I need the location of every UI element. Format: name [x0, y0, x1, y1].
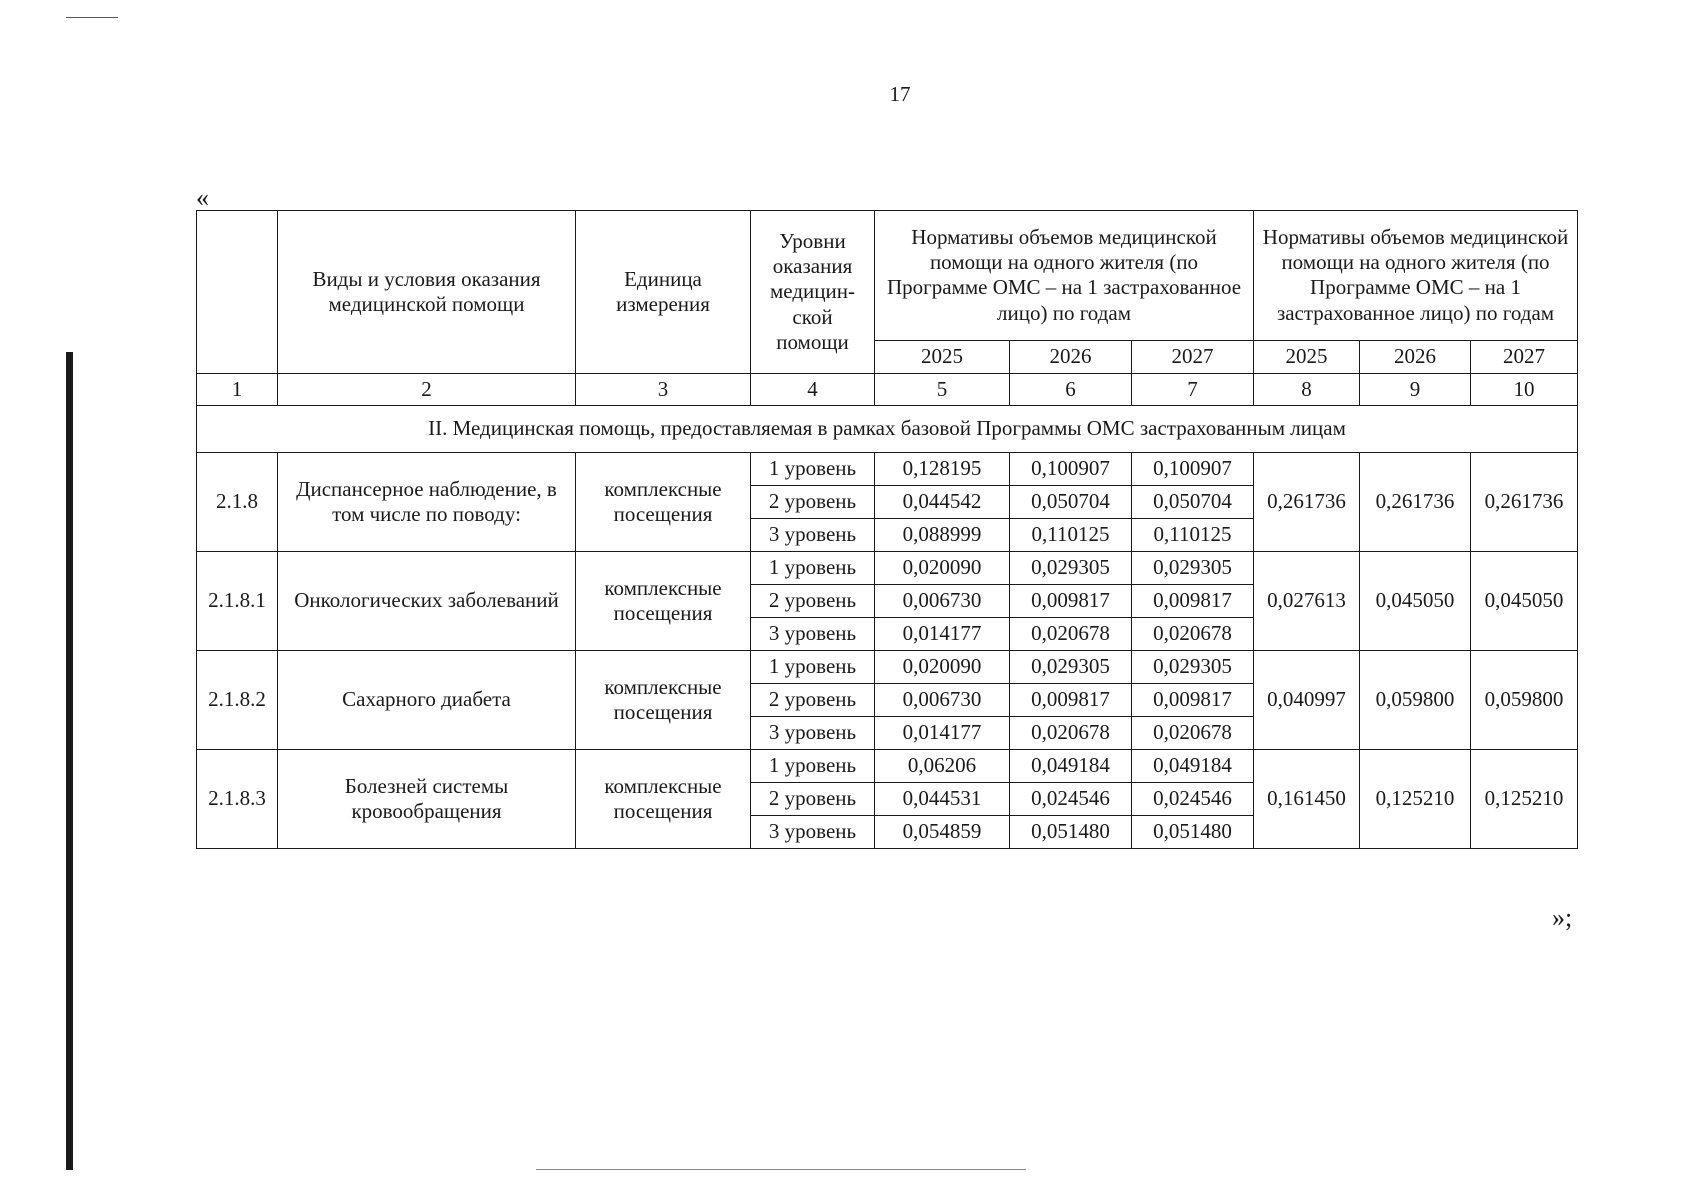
value-2027: 0,051480	[1132, 816, 1254, 849]
year-cell: 2025	[1254, 340, 1360, 373]
total-2025: 0,040997	[1254, 651, 1360, 750]
row-level: 2 уровень	[751, 486, 875, 519]
column-number: 7	[1132, 374, 1254, 406]
year-cell: 2026	[1010, 340, 1132, 373]
row-care-type: Диспансерное наблюдение, в том числе по поводу:	[278, 453, 576, 552]
table-row	[197, 750, 1578, 783]
value-2026: 0,024546	[1010, 783, 1132, 816]
value-2026: 0,029305	[1010, 552, 1132, 585]
value-2026: 0,009817	[1010, 585, 1132, 618]
row-care-type: Онкологических заболеваний	[278, 552, 576, 651]
value-2025: 0,06206	[875, 750, 1010, 783]
year-cell: 2027	[1132, 340, 1254, 373]
value-2026: 0,009817	[1010, 684, 1132, 717]
value-2026: 0,020678	[1010, 618, 1132, 651]
value-2027: 0,024546	[1132, 783, 1254, 816]
value-2027: 0,029305	[1132, 552, 1254, 585]
value-2026: 0,029305	[1010, 651, 1132, 684]
value-2027: 0,020678	[1132, 618, 1254, 651]
header-norms-group-2: Нормативы объемов медицинской помощи на одного жителя (по Программе ОМС – на 1 застрахованное лицо) по годам	[1254, 211, 1578, 341]
header-care-levels: Уровни оказания медицин-ской помощи	[751, 211, 875, 374]
row-level: 1 уровень	[751, 651, 875, 684]
table-row	[197, 651, 1578, 684]
row-level: 1 уровень	[751, 453, 875, 486]
total-2026: 0,125210	[1360, 750, 1471, 849]
row-care-type: Болезней системы кровообращения	[278, 750, 576, 849]
value-2025: 0,006730	[875, 585, 1010, 618]
value-2025: 0,128195	[875, 453, 1010, 486]
total-2027: 0,045050	[1471, 552, 1578, 651]
row-care-type: Сахарного диабета	[278, 651, 576, 750]
table-row	[197, 453, 1578, 486]
total-2026: 0,261736	[1360, 453, 1471, 552]
value-2025: 0,054859	[875, 816, 1010, 849]
header-row	[197, 211, 1578, 341]
value-2025: 0,088999	[875, 519, 1010, 552]
value-2025: 0,020090	[875, 552, 1010, 585]
total-2027: 0,125210	[1471, 750, 1578, 849]
total-2025: 0,161450	[1254, 750, 1360, 849]
column-number: 9	[1360, 374, 1471, 406]
header-unit: Единица измерения	[576, 211, 751, 374]
header-norms-group-1: Нормативы объемов медицинской помощи на одного жителя (по Программе ОМС – на 1 застрахованное лицо) по годам	[875, 211, 1254, 341]
row-unit: комплексные посещения	[576, 750, 751, 849]
section-row	[197, 406, 1578, 453]
value-2025: 0,014177	[875, 618, 1010, 651]
total-2027: 0,261736	[1471, 453, 1578, 552]
value-2026: 0,051480	[1010, 816, 1132, 849]
row-level: 2 уровень	[751, 684, 875, 717]
scan-mark-bottom	[536, 1169, 1026, 1170]
year-cell: 2026	[1360, 340, 1471, 373]
row-level: 1 уровень	[751, 552, 875, 585]
year-cell: 2025	[875, 340, 1010, 373]
table-row	[197, 552, 1578, 585]
header-care-types: Виды и условия оказания медицинской помощи	[278, 211, 576, 374]
page-number: 17	[889, 82, 911, 106]
total-2027: 0,059800	[1471, 651, 1578, 750]
value-2027: 0,110125	[1132, 519, 1254, 552]
value-2026: 0,020678	[1010, 717, 1132, 750]
row-unit: комплексные посещения	[576, 552, 751, 651]
row-level: 3 уровень	[751, 816, 875, 849]
row-level: 3 уровень	[751, 618, 875, 651]
value-2025: 0,020090	[875, 651, 1010, 684]
total-2025: 0,027613	[1254, 552, 1360, 651]
scan-edge-line	[66, 352, 73, 1170]
value-2027: 0,020678	[1132, 717, 1254, 750]
year-cell: 2027	[1471, 340, 1578, 373]
column-number: 3	[576, 374, 751, 406]
row-level: 2 уровень	[751, 783, 875, 816]
column-number: 2	[278, 374, 576, 406]
row-code: 2.1.8.2	[197, 651, 278, 750]
column-numbers-row	[197, 374, 1578, 406]
row-level: 2 уровень	[751, 585, 875, 618]
opening-quote-mark: «	[196, 183, 209, 212]
scan-mark-top	[66, 17, 118, 18]
row-level: 3 уровень	[751, 717, 875, 750]
column-number: 1	[197, 374, 278, 406]
row-level: 1 уровень	[751, 750, 875, 783]
total-2026: 0,059800	[1360, 651, 1471, 750]
value-2026: 0,100907	[1010, 453, 1132, 486]
value-2025: 0,014177	[875, 717, 1010, 750]
value-2026: 0,049184	[1010, 750, 1132, 783]
value-2027: 0,100907	[1132, 453, 1254, 486]
column-number: 6	[1010, 374, 1132, 406]
column-number: 4	[751, 374, 875, 406]
header-col1-empty	[197, 211, 278, 374]
value-2025: 0,006730	[875, 684, 1010, 717]
row-code: 2.1.8.3	[197, 750, 278, 849]
medical-care-norms-table	[196, 210, 1578, 849]
value-2027: 0,049184	[1132, 750, 1254, 783]
value-2025: 0,044531	[875, 783, 1010, 816]
table-data-body	[197, 453, 1578, 849]
row-unit: комплексные посещения	[576, 453, 751, 552]
value-2027: 0,029305	[1132, 651, 1254, 684]
value-2027: 0,009817	[1132, 684, 1254, 717]
row-unit: комплексные посещения	[576, 651, 751, 750]
total-2026: 0,045050	[1360, 552, 1471, 651]
row-code: 2.1.8.1	[197, 552, 278, 651]
value-2026: 0,050704	[1010, 486, 1132, 519]
value-2027: 0,050704	[1132, 486, 1254, 519]
column-number: 8	[1254, 374, 1360, 406]
total-2025: 0,261736	[1254, 453, 1360, 552]
column-number: 10	[1471, 374, 1578, 406]
value-2025: 0,044542	[875, 486, 1010, 519]
value-2027: 0,009817	[1132, 585, 1254, 618]
value-2026: 0,110125	[1010, 519, 1132, 552]
row-level: 3 уровень	[751, 519, 875, 552]
closing-quote-mark: »;	[1552, 903, 1573, 932]
section-title: II. Медицинская помощь, предоставляемая в рамках базовой Программы ОМС застрахованным лицам	[197, 406, 1578, 453]
row-code: 2.1.8	[197, 453, 278, 552]
column-number: 5	[875, 374, 1010, 406]
